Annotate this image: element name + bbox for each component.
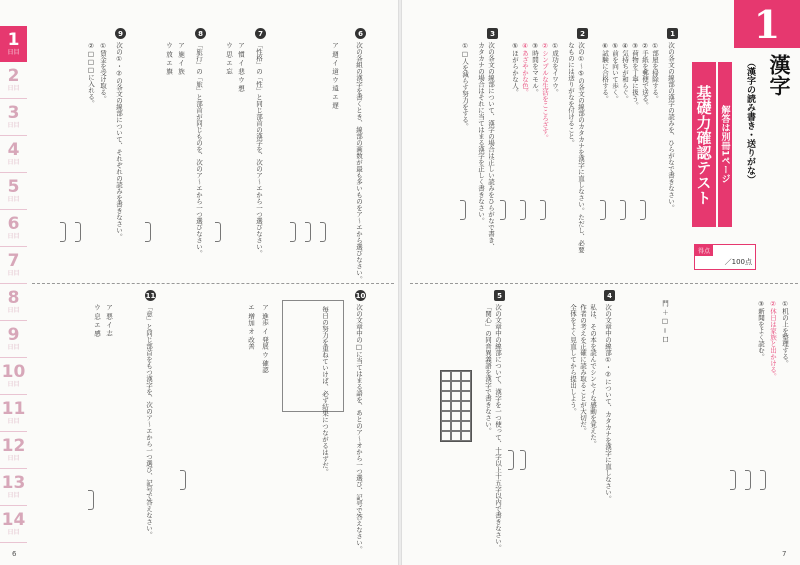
chapter-tab-number: 13 [1,473,26,493]
chapter-tab-suffix: 日目 [7,529,20,536]
question-text: 次の文章中の□に当てはまる語を、あとのア〜オから一つ選び、記号で答えなさい。 [355,304,363,553]
chapter-tab-10 [0,358,27,395]
question-item: ①成功をイワウ。 [551,42,559,96]
answer-bracket [290,222,296,242]
answer-bracket [88,490,94,510]
answer-grid-cell [441,371,451,381]
chapter-tab-suffix: 日目 [7,381,20,388]
question-text: 次の①〜⑤の各文の線部のカタカナを漢字に直しなさい。ただし、必要 [577,42,585,253]
answer-grid-cell [461,421,471,431]
answer-grid [440,370,472,442]
chapter-tab-number: 14 [1,510,26,530]
answer-bracket [305,222,311,242]
answer-grid-cell [451,371,461,381]
chapter-tab-5 [0,173,27,210]
question-item: ⑤前を向いて歩く。 [611,42,619,102]
question-number: 5 [494,290,505,301]
chapter-tab-14 [0,506,27,543]
answer-grid-cell [451,421,461,431]
choice-line: ウ 思 エ 忘 [225,42,233,75]
answer-bracket [508,450,514,470]
chapter-tab-4 [0,136,27,173]
question-item: ④あざやかな色。 [521,42,529,96]
answer-grid-cell [451,381,461,391]
question-text: 次の各文の線部について、漢字の場合は正しい読みをひらがなで書き、 [487,42,495,250]
chapter-tab-number: 10 [1,362,26,382]
passage-line: 作者の考えを正確に読み取ることが大切だ。 [579,304,587,434]
chapter-tab-number: 1 [7,30,20,50]
answer-bracket [620,200,626,220]
choice-line: ア 進歩 イ 発展 ウ 確認 [261,304,269,373]
answer-grid-cell [451,411,461,421]
choice-line: エ 増加 オ 改善 [247,304,255,350]
chapter-tab-8 [0,284,27,321]
answer-bracket [600,200,606,220]
passage-line: 全体をよく見直してから提出しよう。 [569,304,577,415]
question-number: 2 [577,28,588,39]
answer-bracket [640,200,646,220]
question-number: 6 [355,28,366,39]
question-item: ②手紙を郵便で送る。 [641,42,649,109]
answer-grid-cell [461,411,471,421]
answer-bracket [730,470,736,490]
answer-bracket [520,200,526,220]
chapter-tab-number: 2 [7,66,20,86]
chapter-tab-suffix: 日目 [7,307,20,314]
section-title: 基礎力確認テスト [692,62,716,227]
question-text: 「性格」の「性」と同じ部首の漢字を、次のア〜エから一つ選びなさい。 [255,42,263,257]
chapter-tab-13 [0,469,27,506]
question-text: 次の各文の線部の漢字の読みを、ひらがなで書きなさい。 [667,42,675,211]
question-item: ②□□□に入れる。 [87,42,95,107]
chapter-number: 1 [753,1,781,47]
chapter-tab-number: 6 [7,214,20,234]
chapter-tab-suffix: 日目 [7,455,20,462]
question-text: 次の文章中の線部①・②について、カタカナを漢字に直しなさい。 [604,304,612,502]
question-number: 10 [355,291,366,300]
chapter-tab-suffix: 日目 [7,492,20,499]
question-text: 「意」と同じ部首をもつ漢字を、次のア〜エから一つ選び、記号で答えなさい。 [145,304,153,538]
question-number: 1 [667,28,678,39]
question-item: ②休日は家族と出かける。 [769,300,777,380]
question-item: ⑥試験に合格する。 [601,42,609,102]
question-item: ④気持ちが和らぐ。 [621,42,629,102]
answer-grid-cell [451,431,461,441]
question-item: ①賃金を受け取る。 [99,42,107,102]
choice-line: ア 週 イ 道 ウ 遠 エ 遅 [331,42,339,109]
chapter-tabs [0,26,27,543]
chapter-tab-suffix: 日目 [7,159,20,166]
score-label: 得点 [695,245,713,256]
question-item: ②シンプルな生活をこころざす。 [541,42,549,141]
question-text: なものには送りがなを付けること。 [567,42,575,146]
question-number: 4 [604,290,615,301]
question-item: ③新聞をよく読む。 [757,300,765,360]
chapter-tab-number: 4 [7,140,20,160]
answer-grid-cell [441,391,451,401]
question-number: 9 [115,28,126,39]
answer-bracket [500,200,506,220]
page-divider [410,283,798,284]
answer-grid-cell [451,391,461,401]
chapter-tab-suffix: 日目 [7,344,20,351]
chapter-tab-suffix: 日目 [7,233,20,240]
question-number: 11 [145,291,156,300]
page-number-right: 7 [782,550,787,558]
chapter-tab-number: 8 [7,288,20,308]
answer-grid-cell [461,381,471,391]
answer-bracket [60,222,66,242]
kanji-formula: 門 ＋ □ ＝ 口 [661,300,669,343]
choice-line: ア 悪 イ 志 [105,304,113,337]
question-item: ①部屋を掃除する。 [651,42,659,102]
question-text: 「関心」の同音異義語を漢字で書きなさい。 [484,304,492,434]
question-number: 8 [195,28,206,39]
answer-grid-cell [441,421,451,431]
question-text: 次の①・②の各文の線部について、それぞれの読みを書きなさい。 [115,42,123,240]
chapter-title: 漢字 [767,54,791,96]
answer-grid-cell [451,401,461,411]
answer-grid-cell [461,401,471,411]
answer-grid-cell [461,431,471,441]
chapter-tab-11 [0,395,27,432]
passage-line: 私は、その本を読んでシンセイな感動を覚えた。 [589,304,597,447]
chapter-tab-suffix: 日目 [7,49,20,56]
chapter-tab-number: 11 [1,399,26,419]
question-number: 7 [255,28,266,39]
chapter-tab-number: 9 [7,325,20,345]
chapter-tab-suffix: 日目 [7,270,20,277]
chapter-tab-12 [0,432,27,469]
chapter-tab-suffix: 日目 [7,196,20,203]
chapter-tab-number: 3 [7,103,20,123]
question-text: カタカナの場合はそれに当てはまる漢字を正しく書きなさい。 [477,42,485,224]
choice-line: ウ 放 エ 旗 [165,42,173,75]
score-box [694,244,756,270]
chapter-tab-1 [0,26,27,62]
passage-line: 毎日の努力を重ねていけば、必ず結果につながるはずだ。 [321,306,329,475]
question-number: 3 [487,28,498,39]
question-text: 「旅行」の「旅」と部首が同じものを、次のア〜エから一つ選びなさい。 [195,42,203,257]
page-number-left: 6 [12,550,17,558]
chapter-tab-suffix: 日目 [7,418,20,425]
answer-bracket [520,450,526,470]
answer-bracket [180,470,186,490]
chapter-tab-suffix: 日目 [7,85,20,92]
chapter-number-box [734,0,800,48]
answer-grid-cell [441,411,451,421]
choice-line: ウ 息 エ 感 [93,304,101,337]
answer-bracket [460,200,466,220]
answer-grid-cell [441,381,451,391]
chapter-tab-6 [0,210,27,247]
answer-bracket [540,200,546,220]
chapter-tab-suffix: 日目 [7,122,20,129]
question-item: ①□人を減らす努力をする。 [461,42,469,130]
chapter-subtitle: （漢字の読み書き・送りがな） [745,58,755,184]
question-item: ①机の上を整理する。 [781,300,789,367]
chapter-tab-3 [0,99,27,136]
chapter-tab-2 [0,62,27,99]
answer-bracket [320,222,326,242]
answer-note-badge: 解答は別冊1ページ [718,62,732,227]
answer-grid-cell [441,401,451,411]
score-text: ／100点 [724,258,752,266]
chapter-tab-9 [0,321,27,358]
chapter-tab-number: 7 [7,251,20,271]
answer-grid-cell [461,371,471,381]
page-divider [32,283,394,284]
passage-box [282,300,344,412]
question-item: ③時間をマモル。 [531,42,539,96]
answer-grid-cell [461,391,471,401]
question-item: ③荷物を丁寧に扱う。 [631,42,639,109]
choice-line: ア 施 イ 族 [177,42,185,75]
book-spine [398,0,402,565]
chapter-tab-number: 12 [1,436,26,456]
chapter-tab-7 [0,247,27,284]
question-text: 次の各組の漢字を書くとき、線部の画数が最も多いものをア〜エから選びなさい。 [355,42,363,283]
answer-bracket [145,222,151,242]
answer-bracket [215,222,221,242]
answer-bracket [75,222,81,242]
question-text: 次の文章中の線部について、漢字を一つ使って、十字以上十五字以内で書きなさい。 [494,304,502,551]
choice-line: ア 慣 イ 悲 ウ 想 [237,42,245,92]
answer-bracket [745,470,751,490]
chapter-tab-number: 5 [7,177,20,197]
answer-grid-cell [441,431,451,441]
answer-bracket [760,470,766,490]
question-item: ⑤ほがらかな人。 [511,42,519,96]
